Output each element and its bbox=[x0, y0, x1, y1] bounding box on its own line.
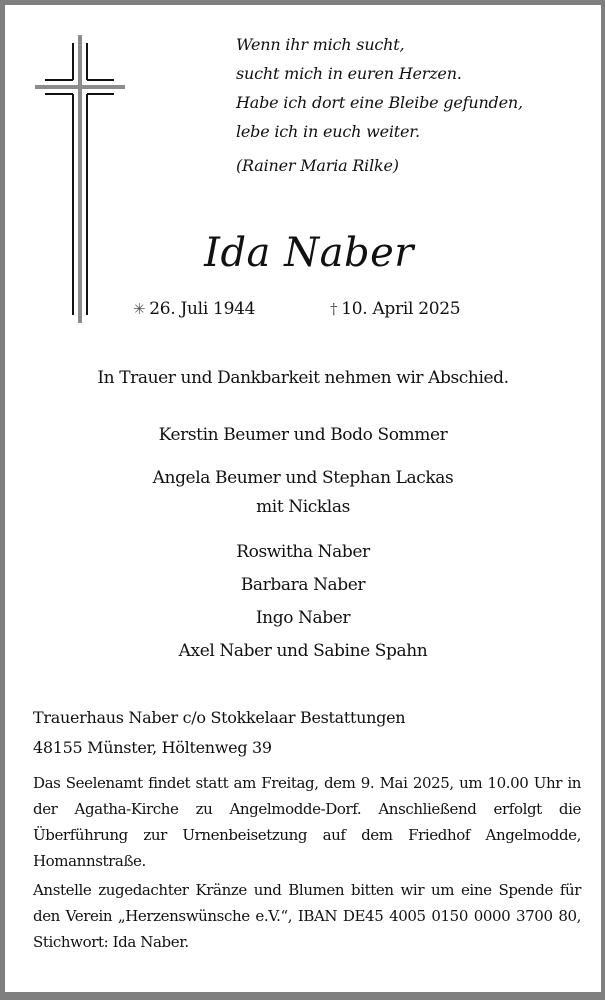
poem-line: Wenn ihr mich sucht, bbox=[236, 35, 405, 54]
deceased-name: Ida Naber bbox=[204, 230, 414, 276]
birth-date-text: 26. Juli 1944 bbox=[149, 299, 256, 319]
cross-icon bbox=[5, 5, 135, 335]
mourner: Roswitha Naber bbox=[236, 542, 370, 562]
farewell-statement: In Trauer und Dankbarkeit nehmen wir Abschied. bbox=[97, 368, 509, 388]
donation-request: Anstelle zugedachter Kränze und Blumen bitten wir um eine Spende für den Verein „Herzenswünsche e.V.“, IBAN DE45 4005 0150 0000 3700 80, Stichwort: Ida Naber. bbox=[33, 881, 581, 951]
death-date-text: 10. April 2025 bbox=[341, 299, 461, 319]
poem-author: (Rainer Maria Rilke) bbox=[236, 156, 399, 175]
mourner: Barbara Naber bbox=[240, 575, 366, 595]
mourner: Kerstin Beumer und Bodo Sommer bbox=[158, 425, 448, 445]
mourner: mit Nicklas bbox=[256, 497, 350, 517]
birth-date bbox=[133, 299, 255, 319]
poem-line: lebe ich in euch weiter. bbox=[236, 122, 420, 141]
birth-star-icon: ✳ bbox=[133, 300, 146, 318]
mourner: Ingo Naber bbox=[255, 608, 351, 628]
mourner: Axel Naber und Sabine Spahn bbox=[178, 641, 428, 661]
death-date bbox=[330, 299, 460, 319]
death-dagger-icon: † bbox=[330, 300, 338, 318]
address-line-2: 48155 Münster, Höltenweg 39 bbox=[33, 738, 272, 757]
poem-line: Habe ich dort eine Bleibe gefunden, bbox=[236, 93, 523, 112]
address-line-1: Trauerhaus Naber c/o Stokkelaar Bestattungen bbox=[33, 708, 406, 727]
obituary-notice bbox=[5, 5, 601, 992]
service-details: Das Seelenamt findet statt am Freitag, dem 9. Mai 2025, um 10.00 Uhr in der Agatha-Kirche zu Angelmodde-Dorf. Anschließend erfolgt die Überführung zur Urnenbeisetzung auf dem Friedhof Angelmodde, Homannstraße. bbox=[33, 774, 581, 870]
poem-line: sucht mich in euren Herzen. bbox=[236, 64, 462, 83]
mourner: Angela Beumer und Stephan Lackas bbox=[152, 468, 454, 488]
